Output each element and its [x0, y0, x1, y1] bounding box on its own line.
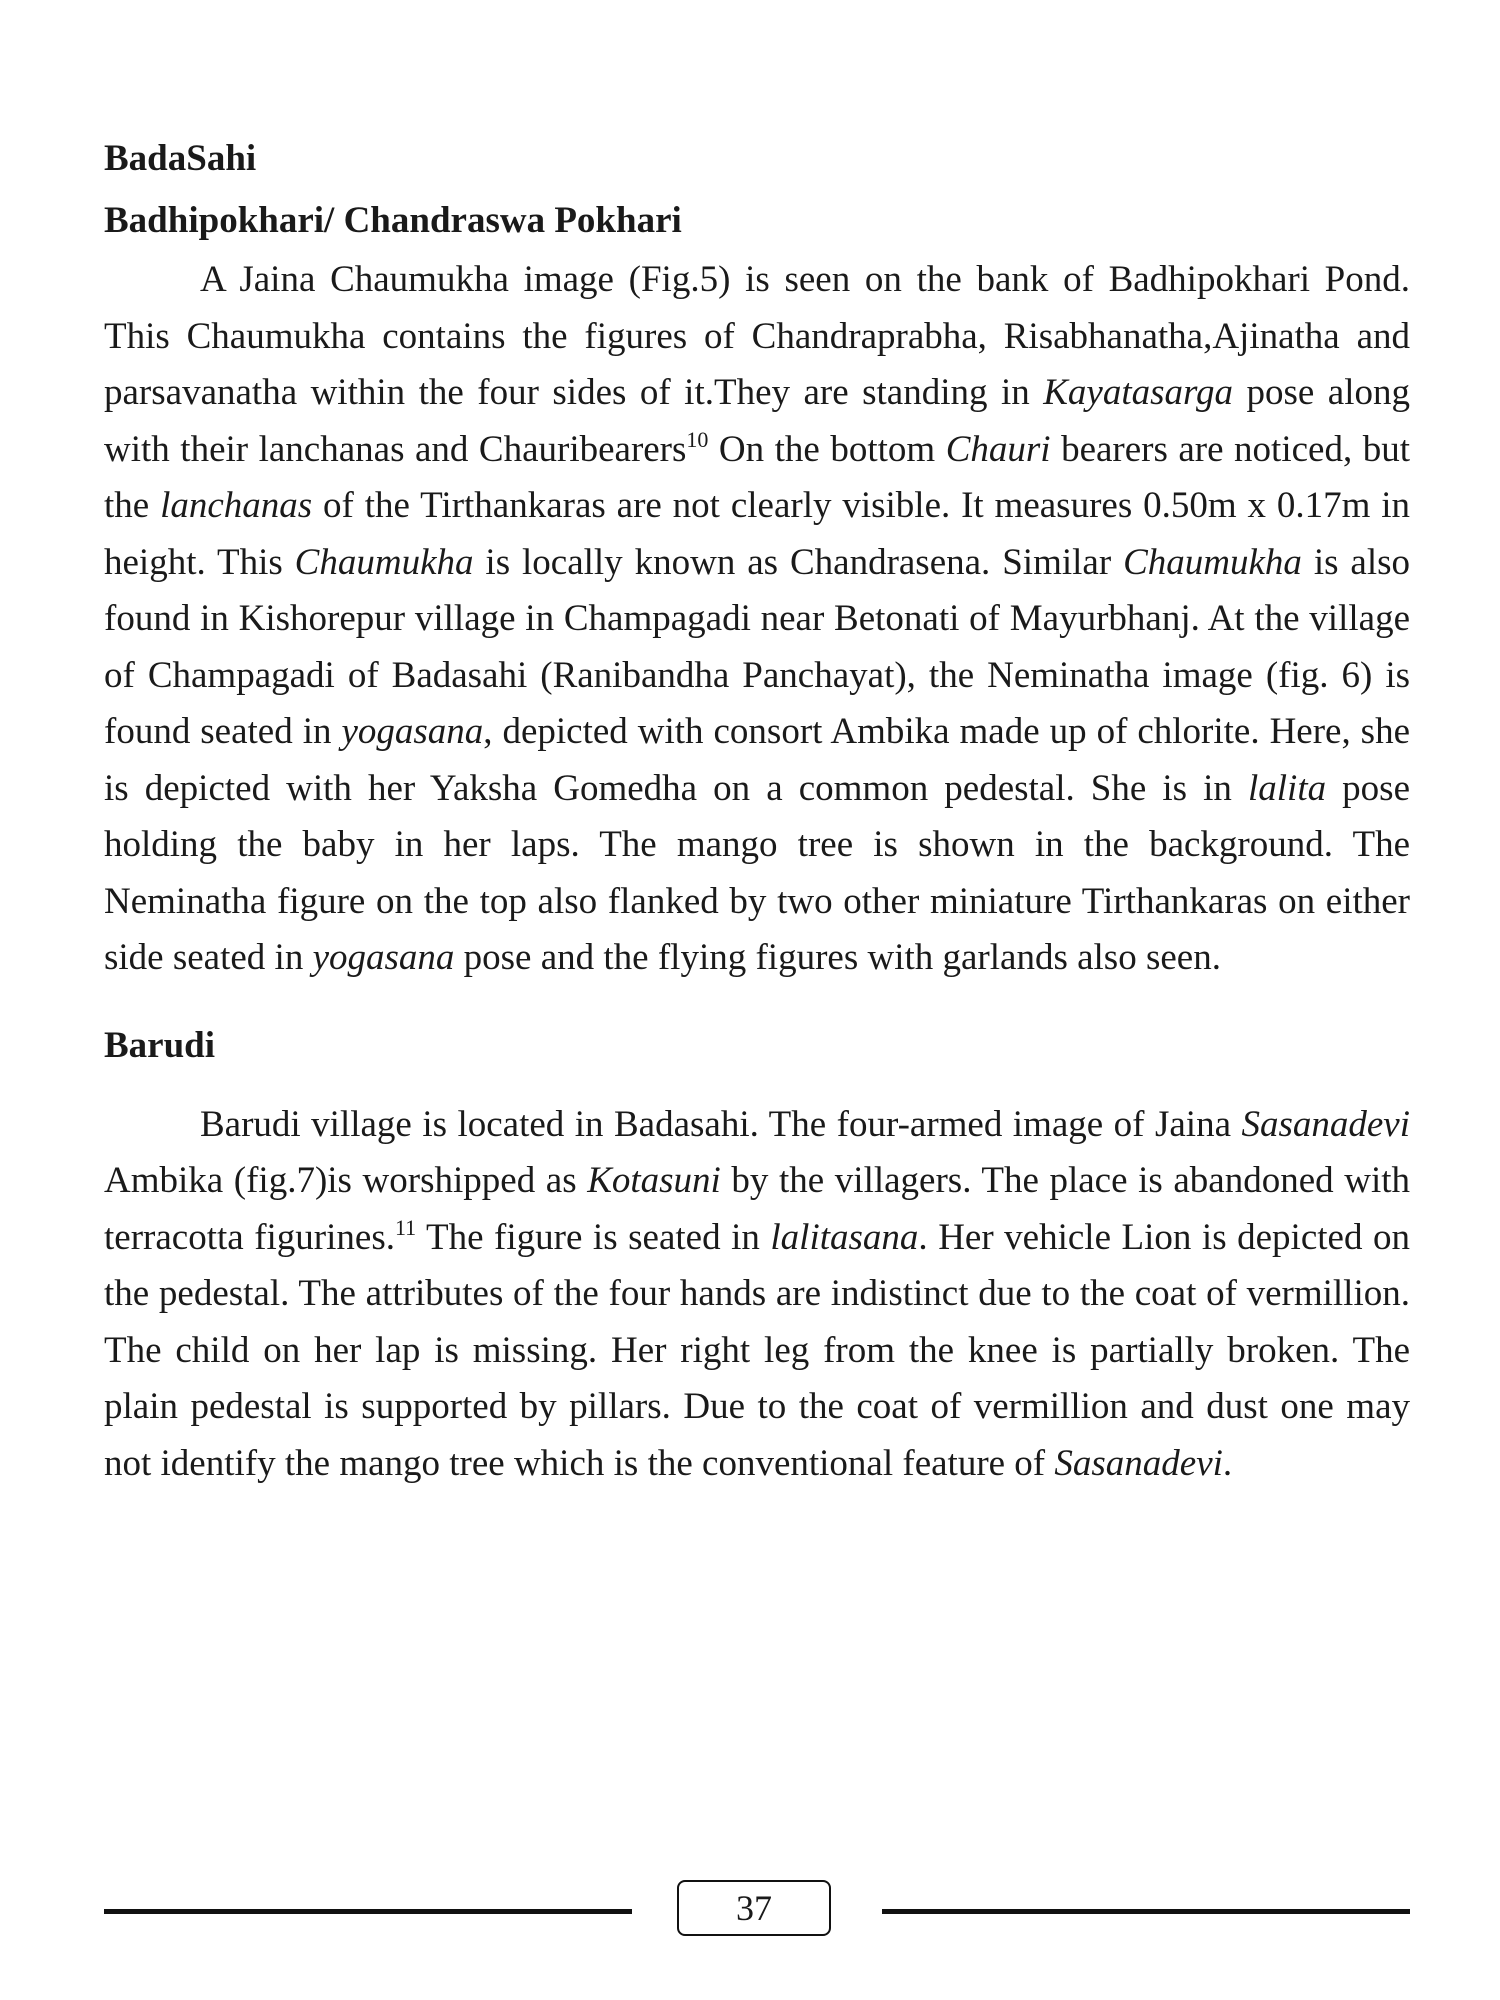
text-run: pose and the flying figures with garlands also seen. — [454, 937, 1221, 978]
footer-rule-left — [104, 1909, 632, 1914]
italic-term: Sasanadevi — [1241, 1103, 1410, 1145]
page-footer — [104, 1880, 1410, 1938]
italic-term: Kotasuni — [587, 1160, 721, 1201]
text-run: On the bottom — [708, 428, 946, 470]
text-run: by the villagers. The place is abandoned with terracotta figurines. — [104, 1160, 1410, 1258]
text-run: pose along with their lanchanas and Chauribearers — [104, 372, 1410, 470]
text-run: bearers are noticed, but the — [104, 428, 1410, 526]
text-run: . — [1222, 1442, 1233, 1484]
page-content — [104, 128, 1410, 1492]
section-subheading-badhipokhari: Badhipokhari/ Chandraswa Pokhari — [104, 200, 682, 241]
text-run: pose holding the baby in her laps. The mango tree is shown in the background. The Neminatha figure on the top also flanked by two other miniature Tirthankaras on either side seated in — [104, 767, 1410, 978]
section-spacer — [104, 987, 1410, 1015]
italic-term: Chauri — [945, 428, 1051, 470]
italic-term: lanchanas — [160, 485, 313, 526]
section-heading-badasahi: BadaSahi — [104, 138, 257, 179]
italic-term: Sasanadevi — [1054, 1442, 1223, 1484]
section-spacer — [104, 1077, 1410, 1097]
italic-term: lalita — [1247, 767, 1327, 809]
text-run: Barudi village is located in Badasahi. The four-armed image of Jaina — [200, 1103, 1242, 1145]
text-run: , depicted with consort Ambika made up of chlorite. Here, she is depicted with her Yaksha Gomedha on a common pedestal. She is in — [104, 711, 1410, 809]
paragraph-barudi — [104, 1097, 1410, 1493]
text-run: The figure is seated in — [416, 1216, 771, 1258]
text-run: Ambika (fig.7)is worshipped as — [104, 1160, 588, 1201]
text-run: of the Tirthankaras are not clearly visible. It measures 0.50m x 0.17m in height. This — [104, 485, 1411, 583]
footnote-marker: 10 — [686, 426, 709, 452]
text-run: is locally known as Chandrasena. Similar — [473, 541, 1124, 583]
section-heading-barudi: Barudi — [104, 1024, 216, 1066]
text-run: is also found in Kishorepur village in Champagadi near Betonati of Mayurbhanj. At the village of Champagadi of Badasahi (Ranibandha Panchayat), the Neminatha image (fig. 6) is found seated in — [104, 541, 1411, 752]
italic-term: Chaumukha — [1123, 541, 1302, 583]
page-number: 37 — [677, 1880, 831, 1936]
text-run: A Jaina Chaumukha image (Fig.5) is seen on the bank of Badhipokhari Pond. This Chaumukha contains the figures of Chandraprabha, Risabhanatha,Ajinatha and parsavanatha within the four sides of it.They are standing in — [104, 259, 1410, 413]
text-run: . Her vehicle Lion is depicted on the pedestal. The attributes of the four hands are indistinct due to the coat of vermillion. The child on her lap is missing. Her right leg from the knee is partially broken. The plain pedestal is supported by pillars. Due to the coat of vermillion and dust one may not identify the mango tree which is the conventional feature of — [104, 1216, 1410, 1484]
italic-term: lalitasana — [770, 1216, 919, 1258]
italic-term: yogasana — [341, 711, 484, 752]
italic-term: Chaumukha — [294, 541, 474, 583]
footer-rule-right — [882, 1909, 1410, 1914]
paragraph-badhipokhari — [104, 252, 1410, 987]
footnote-marker: 11 — [394, 1214, 417, 1240]
italic-term: yogasana — [312, 937, 455, 978]
italic-term: Kayatasarga — [1043, 372, 1234, 413]
